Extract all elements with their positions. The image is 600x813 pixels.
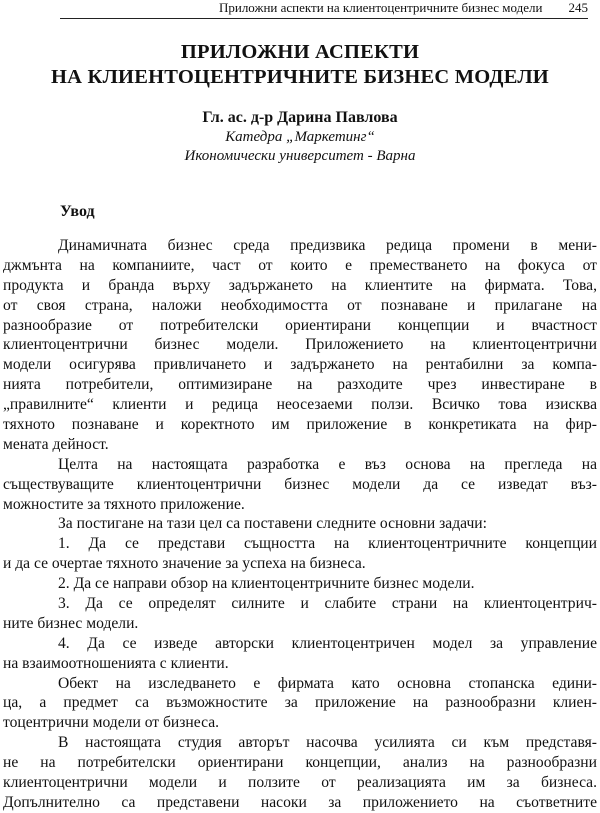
- body-line: 2. Да се направи обзор на клиентоцентричните бизнес модели.: [58, 575, 475, 593]
- body-line: тоцентрични модели от бизнеса.: [3, 714, 220, 732]
- body-line: клиентоцентрични модели и ползите от реализацията им за бизнеса.: [3, 774, 597, 792]
- body-line: клиентоцентрични бизнес модели. Приложението на клиентоцентрични: [3, 336, 597, 354]
- body-line: Целта на настоящата разработка е въз основа на прегледа на: [58, 455, 597, 473]
- body-line: джмънта на компаниите, част от които е преместването на фокуса от: [3, 256, 597, 274]
- body-line: За постигане на тази цел са поставени следните основни задачи:: [58, 515, 487, 533]
- author-block: [0, 108, 600, 166]
- body-line: съществуващите клиентоцентрични бизнес модели да се изведат въз-: [3, 475, 597, 493]
- body-line: от своя страна, наложи необходимостта от познаване и прилагане на: [3, 296, 597, 314]
- body-line: не на потребителски ориентирани концепции, анализ на разнообразни: [3, 754, 597, 772]
- body-line: на взаимоотношенията с клиенти.: [3, 654, 229, 672]
- body-line: Динамичната бизнес среда предизвика редица промени в мени-: [58, 237, 597, 254]
- body-line: разнообразие от потребителски ориентирани концепции и вчастност: [3, 316, 597, 334]
- body-text: [0, 236, 600, 813]
- title-line-2: НА КЛИЕНТОЦЕНТРИЧНИТЕ БИЗНЕС МОДЕЛИ: [51, 66, 549, 88]
- author-institution: Икономически университет - Варна: [184, 148, 416, 164]
- body-line: В настоящата студия авторът насочва усилията си към представя-: [58, 734, 597, 752]
- body-line: можностите за тяхното приложение.: [3, 495, 245, 513]
- running-header: [60, 0, 588, 19]
- article-title: [0, 40, 600, 90]
- author-department: Катедра „Маркетинг“: [225, 129, 375, 145]
- body-line: и да се очертае тяхното значение за успеха на бизнеса.: [3, 555, 366, 573]
- title-line-1: ПРИЛОЖНИ АСПЕКТИ: [180, 41, 420, 63]
- author-name: Гл. ас. д-р Дарина Павлова: [202, 109, 398, 126]
- body-line: продукта и бранда върху задържането на клиентите на фирмата. Това,: [3, 276, 597, 294]
- body-line: мената дейност.: [3, 435, 109, 453]
- body-line: Обект на изследването е фирмата като основна стопанска едини-: [58, 674, 597, 692]
- body-line: ца, а предмет са възможностите за приложение на разнообразни клиен-: [3, 694, 597, 712]
- body-line: „правилните“ клиенти и редица неосезаеми ползи. Всичко това изисква: [3, 396, 597, 414]
- body-line: модели осигурява привличането и задържането на рентабилни за компа-: [3, 356, 597, 374]
- body-line: 4. Да се изведе авторски клиентоцентричен модел за управление: [58, 634, 597, 652]
- body-line: Допълнително са представени насоки за приложението на съответните: [3, 793, 597, 811]
- running-header-title: Приложни аспекти на клиентоцентричните бизнес модели: [218, 0, 543, 15]
- section-heading: Увод: [60, 203, 95, 220]
- body-line: тяхното познаване и коректното им приложение в конкретиката на фир-: [3, 416, 597, 434]
- page-number: 245: [568, 0, 588, 15]
- body-line: ните бизнес модели.: [3, 614, 139, 632]
- body-line: 3. Да се определят силните и слабите страни на клиентоцентрич-: [58, 595, 597, 613]
- body-line: нията потребители, оптимизиране на разходите чрез инвестиране в: [3, 376, 597, 394]
- body-line: 1. Да се представи същността на клиентоцентричните концепции: [58, 535, 597, 553]
